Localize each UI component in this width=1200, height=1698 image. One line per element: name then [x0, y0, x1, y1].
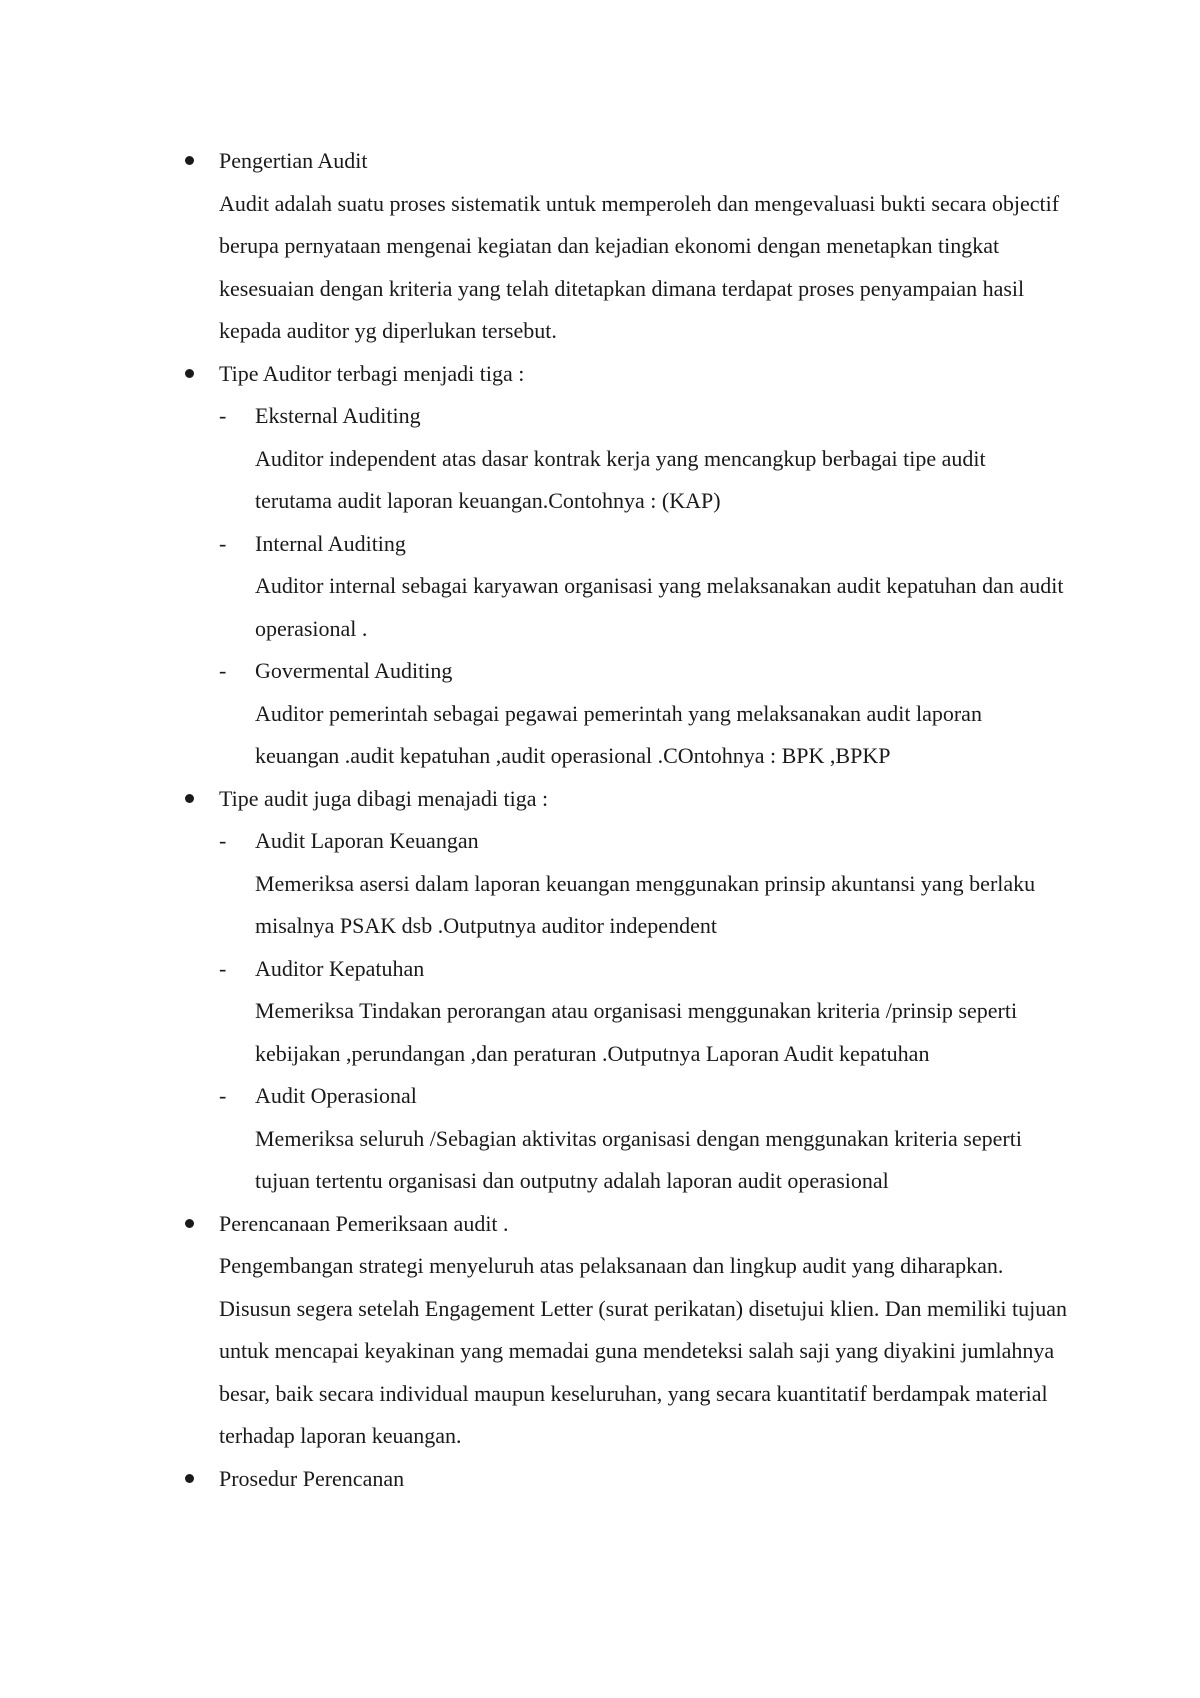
- sub-item-title: Internal Auditing: [255, 530, 406, 556]
- item-text: Pengembangan strategi menyeluruh atas pelaksanaan dan lingkup audit yang diharapkan. Disusun segera setelah Engagement Letter (surat perikatan) disetujui klien. Dan memiliki tujuan untuk mencapai keyakinan yang memadai guna mendeteksi salah saji yang diyakini jumlahnya besar, baik secara individual maupun keseluruhan, yang secara kuantitatif berdampak material terhadap laporan keuangan.: [219, 1253, 1067, 1448]
- sub-item-text: Memeriksa Tindakan perorangan atau organisasi menggunakan kriteria /prinsip seperti kebijakan ,perundangan ,dan peraturan .Outputnya Laporan Audit kepatuhan: [255, 998, 1018, 1066]
- sub-item-text: Auditor internal sebagai karyawan organisasi yang melaksanakan audit kepatuhan dan audit operasional .: [255, 573, 1064, 641]
- bullet-icon: [185, 1474, 194, 1483]
- sub-item-title: Eksternal Auditing: [255, 403, 421, 428]
- sub-item: [219, 650, 1085, 778]
- dash-marker: -: [219, 955, 227, 981]
- sub-item: [219, 1075, 1085, 1203]
- sub-item-text: Auditor independent atas dasar kontrak kerja yang mencangkup berbagai tipe audit terutama audit laporan keuangan.Contohnya : (KAP): [255, 445, 986, 513]
- item-title: Prosedur Perencanan: [219, 1465, 405, 1491]
- document-body: [185, 140, 1085, 1500]
- item-text: Audit adalah suatu proses sistematik untuk memperoleh dan mengevaluasi bukti secara objectif berupa pernyataan mengenai kegiatan dan kejadian ekonomi dengan menetapkan tingkat kesesuaian dengan kriteria yang telah ditetapkan dimana terdapat proses penyampaian hasil kepada auditor yg diperlukan tersebut.: [219, 190, 1060, 343]
- sub-item-title: Audit Laporan Keuangan: [255, 828, 479, 853]
- sub-item: [219, 523, 1085, 651]
- bullet-icon: [185, 369, 194, 378]
- item-title: Pengertian Audit: [219, 148, 368, 173]
- sub-item: [219, 820, 1085, 948]
- sub-item-text: Memeriksa seluruh /Sebagian aktivitas organisasi dengan menggunakan kriteria seperti tujuan tertentu organisasi dan outputny adalah laporan audit operasional: [255, 1125, 1022, 1193]
- sub-item-title: Govermental Auditing: [255, 658, 453, 683]
- sub-item: [219, 948, 1085, 1076]
- sub-item-text: Auditor pemerintah sebagai pegawai pemerintah yang melaksanakan audit laporan keuangan .audit kepatuhan ,audit operasional .COntohnya : BPK ,BPKP: [255, 700, 982, 768]
- list-item: [185, 140, 1085, 353]
- list-item: [185, 1458, 1085, 1501]
- item-title: Perencanaan Pemeriksaan audit .: [219, 1210, 509, 1236]
- dash-marker: -: [219, 828, 227, 853]
- dash-marker: -: [219, 530, 227, 556]
- dash-marker: -: [219, 658, 227, 683]
- list-item: [185, 353, 1085, 778]
- bullet-icon: [185, 156, 194, 165]
- bullet-icon: [185, 1219, 194, 1228]
- bullet-icon: [185, 794, 194, 803]
- list-item: [185, 778, 1085, 1203]
- sub-item-text: Memeriksa asersi dalam laporan keuangan menggunakan prinsip akuntansi yang berlaku misalnya PSAK dsb .Outputnya auditor independent: [255, 870, 1036, 938]
- list-item: [185, 1203, 1085, 1458]
- sub-item: [219, 395, 1085, 523]
- item-title: Tipe Auditor terbagi menjadi tiga :: [219, 360, 525, 386]
- item-title: Tipe audit juga dibagi menajadi tiga :: [219, 785, 549, 811]
- sub-item-title: Audit Operasional: [255, 1083, 417, 1108]
- sub-item-title: Auditor Kepatuhan: [255, 955, 425, 981]
- dash-marker: -: [219, 403, 227, 428]
- dash-marker: -: [219, 1083, 227, 1108]
